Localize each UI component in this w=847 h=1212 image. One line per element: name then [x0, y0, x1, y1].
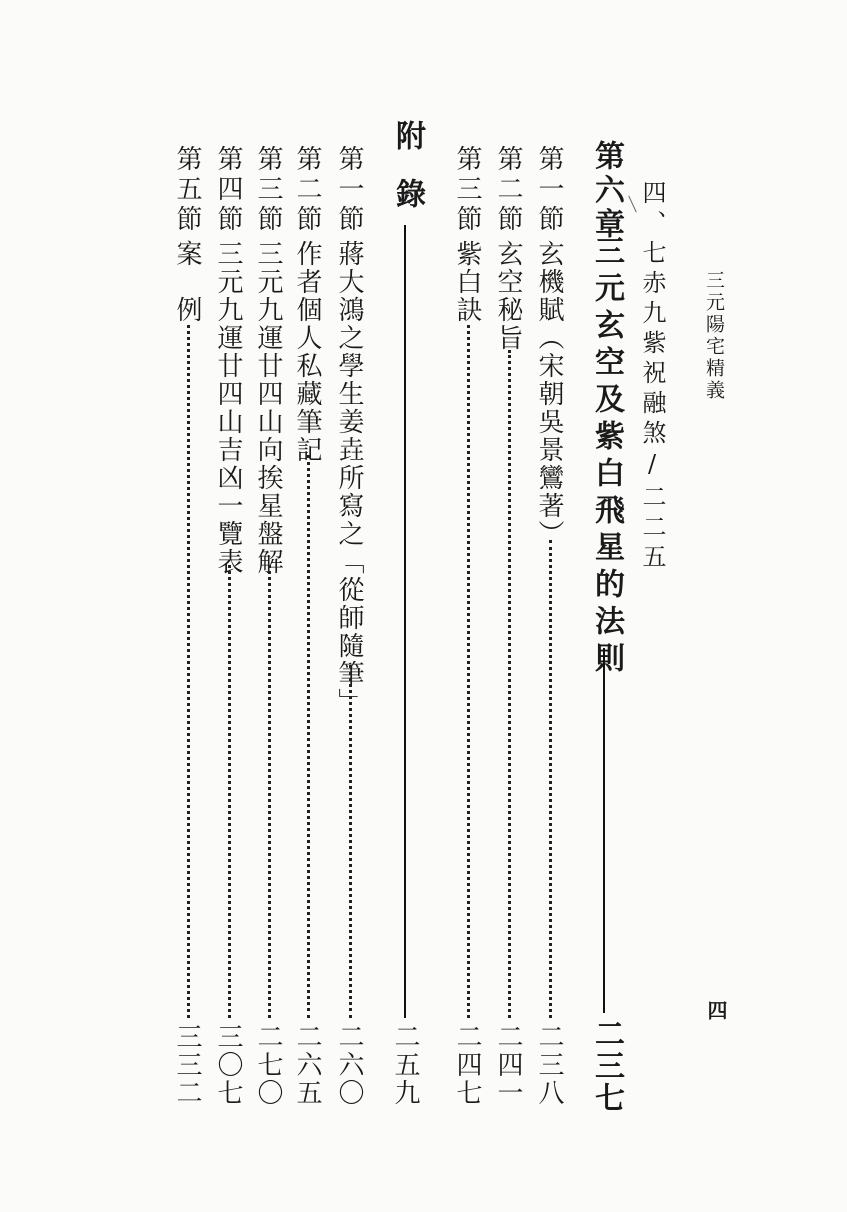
- leader-dots: [508, 350, 511, 1018]
- entry-page: 二七〇: [253, 1023, 283, 1107]
- entry-title: 玄空秘旨: [493, 240, 523, 352]
- entry-page: 三三二: [172, 1023, 202, 1107]
- leader-dots: [467, 325, 470, 1018]
- entry-page: 二四七: [452, 1023, 482, 1107]
- entry-title: 蔣大鴻之學生姜垚所寫之「從師隨筆」: [334, 240, 364, 716]
- leader-rule: [404, 225, 406, 1018]
- entry-page: 二六五: [292, 1023, 322, 1107]
- entry-label: 第一節: [534, 145, 564, 235]
- chapter-title: 三元玄空及紫白飛星的法則: [589, 235, 624, 679]
- entry-title: 三元九運廿四山吉凶一覽表: [213, 240, 243, 576]
- leader-dots: [349, 665, 352, 1018]
- leader-dots: [187, 325, 190, 1018]
- entry-page: 三〇七: [213, 1023, 243, 1107]
- leader-dots: [307, 455, 310, 1018]
- entry-page: 二四一: [493, 1023, 523, 1107]
- entry-title: 案 例: [172, 240, 202, 324]
- entry-label: 第五節: [172, 145, 202, 235]
- entry-page: 二三八: [534, 1023, 564, 1107]
- entry-label: 第一節: [334, 145, 364, 235]
- appendix-page: 二五九: [390, 1023, 420, 1107]
- leader-rule: [603, 648, 605, 1013]
- entry-label: 第二節: [493, 145, 523, 235]
- chapter-label: 第六章: [589, 140, 624, 242]
- entry-label: 第二節: [292, 145, 322, 235]
- entry-page: 二六〇: [334, 1023, 364, 1107]
- scan-mark: [628, 196, 637, 213]
- entry-title: 紫白訣: [452, 240, 482, 324]
- entry-label: 第三節: [253, 145, 283, 235]
- entry-title: 玄機賦（宋朝吳景鸞著）: [534, 240, 564, 548]
- running-header-title: 三元陽宅精義: [703, 270, 725, 402]
- entry-title: 作者個人私藏筆記: [292, 240, 322, 464]
- entry-label: 第三節: [452, 145, 482, 235]
- page-number: 四: [704, 1000, 728, 1020]
- entry-label: 第四節: [213, 145, 243, 235]
- entry-title: 三元九運廿四山向挨星盤解: [253, 240, 283, 576]
- leader-dots: [268, 565, 271, 1018]
- leader-dots: [549, 540, 552, 1018]
- toc-entry-section-four: 四、七赤九紫祝融煞/二二五: [638, 180, 666, 574]
- appendix-label: 附錄: [390, 120, 425, 236]
- chapter-page: 二三七: [589, 1018, 624, 1114]
- leader-dots: [228, 565, 231, 1018]
